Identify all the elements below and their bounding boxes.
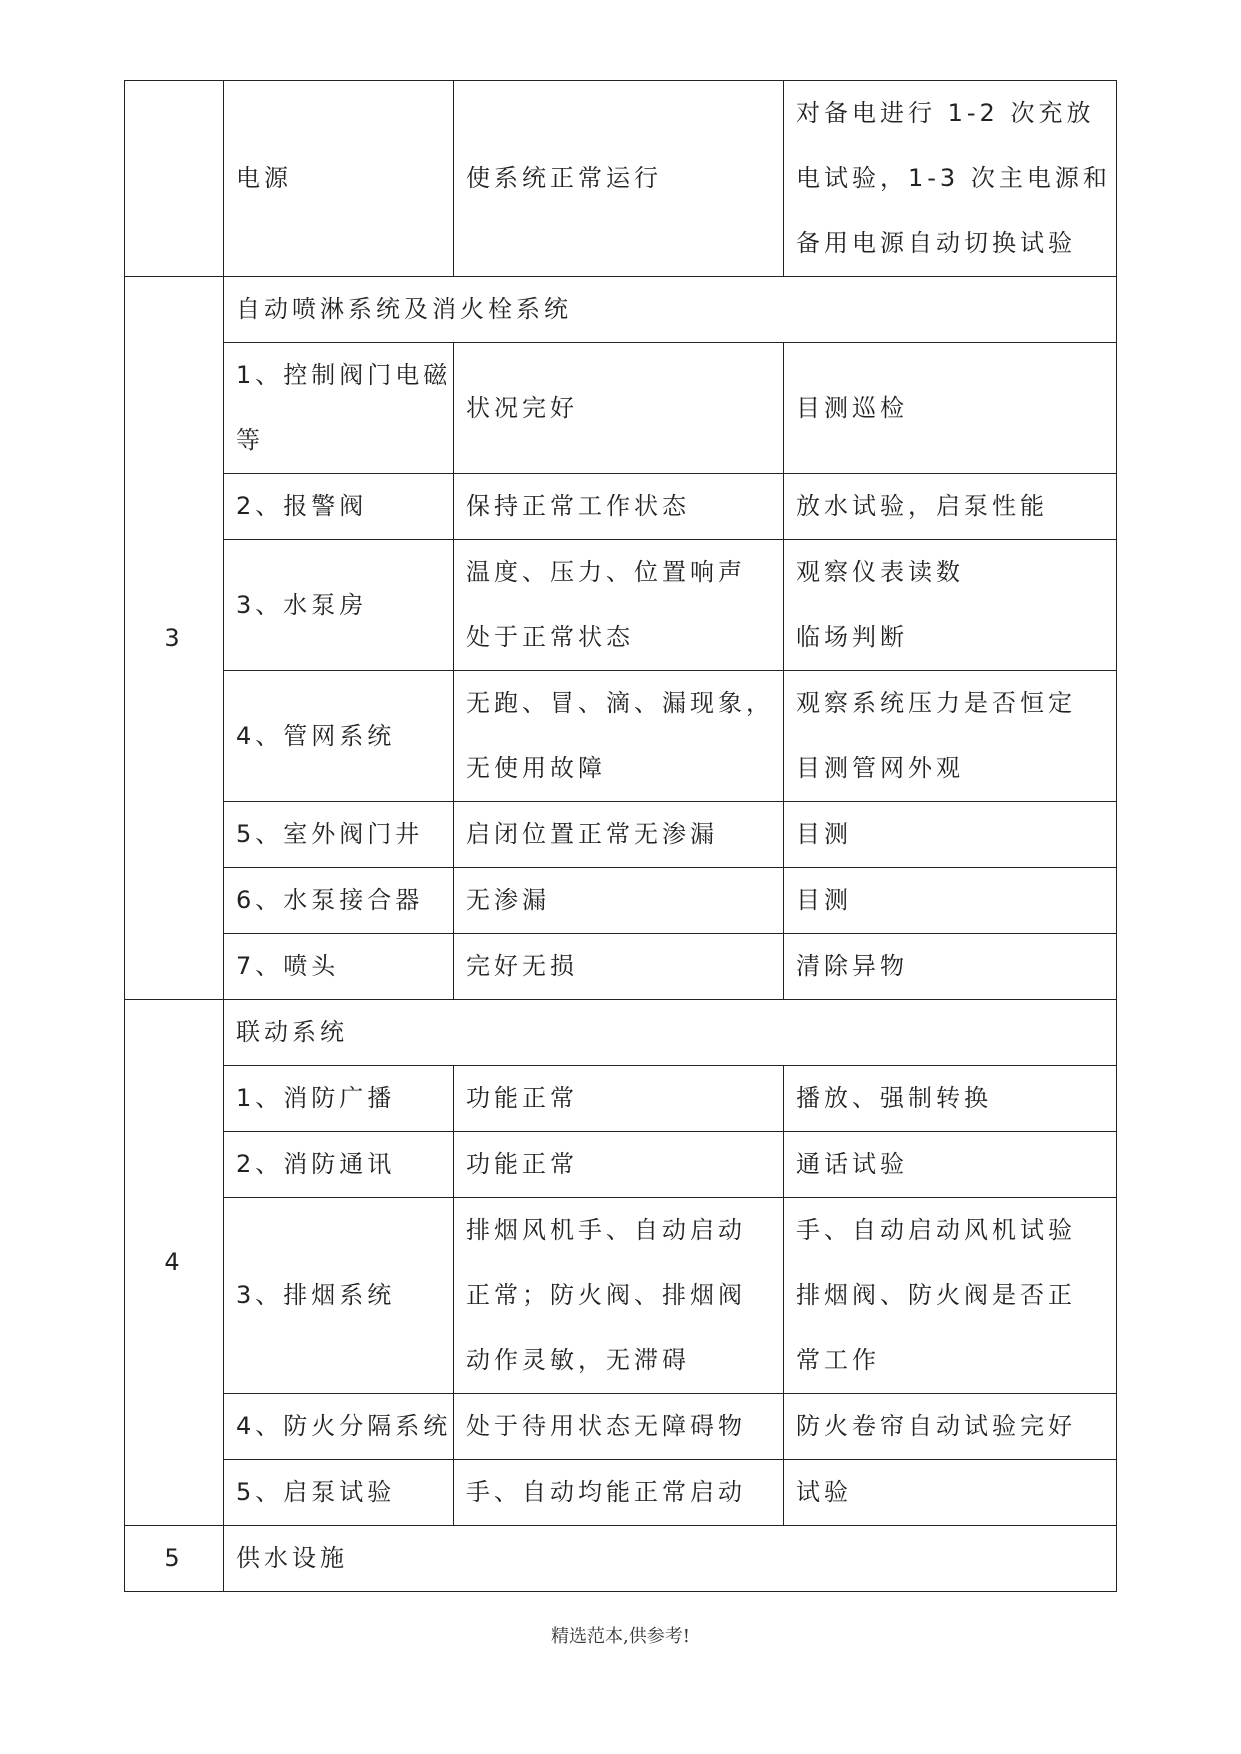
requirement-cell [454,1394,784,1460]
method-line: 观察仪表读数 [796,558,964,586]
row-number-cell [125,81,224,277]
requirement-cell [454,1198,784,1394]
section-title-cell: 供水设施 [224,1526,1117,1592]
method-cell [784,81,1117,277]
table-row [125,343,1117,474]
item-cell [224,1460,454,1526]
item-cell [224,1394,454,1460]
method-line: 目测 [796,820,852,848]
method-cell [784,802,1117,868]
method-cell [784,671,1117,802]
requirement-line: 排烟风机手、自动启动 [466,1216,746,1244]
requirement-line: 完好无损 [466,952,578,980]
requirement-line: 启闭位置正常无渗漏 [466,820,718,848]
item-line: 6、水泵接合器 [236,886,424,914]
requirement-cell [454,1066,784,1132]
requirement-line: 保持正常工作状态 [466,492,690,520]
item-line: 1、消防广播 [236,1084,396,1112]
method-line: 目测巡检 [796,393,908,422]
item-line: 等 [236,426,264,454]
item-line: 7、喷头 [236,952,340,980]
table-row [125,540,1117,671]
table-row [125,1066,1117,1132]
method-line: 常工作 [796,1346,880,1374]
item-cell [224,671,454,802]
section-number-cell: 3 [125,277,224,1000]
item-line: 3、排烟系统 [236,1281,396,1309]
requirement-line: 动作灵敏，无滞碍 [466,1346,690,1374]
requirement-cell [454,671,784,802]
page-footer: 精选范本,供参考! [551,1626,690,1647]
section-number-cell: 4 [125,1000,224,1526]
method-line: 观察系统压力是否恒定 [796,689,1076,717]
requirement-cell [454,343,784,474]
method-line: 排烟阀、防火阀是否正 [796,1281,1076,1309]
section-title-row [125,277,1117,343]
item-cell: 电源 [224,81,454,277]
table-row [125,1198,1117,1394]
section-title-cell: 联动系统 [224,1000,1117,1066]
section-number-cell: 5 [125,1526,224,1592]
method-cell [784,1066,1117,1132]
requirement-line: 无渗漏 [466,886,550,914]
requirement-line: 功能正常 [466,1150,578,1178]
item-line: 4、管网系统 [236,721,396,750]
item-cell [224,540,454,671]
method-line: 临场判断 [796,623,908,651]
method-cell [784,868,1117,934]
requirement-line: 无跑、冒、滴、漏现象， [466,689,774,717]
item-line: 5、启泵试验 [236,1478,396,1506]
requirement-line: 功能正常 [466,1084,578,1112]
table-row [125,934,1117,1000]
item-cell [224,343,454,474]
item-cell [224,934,454,1000]
item-cell [224,1198,454,1394]
method-line: 清除异物 [796,952,908,980]
table-row [125,1394,1117,1460]
section-title-cell: 自动喷淋系统及消火栓系统 [224,277,1117,343]
method-cell [784,934,1117,1000]
requirement-line: 温度、压力、位置响声 [466,558,746,586]
method-cell [784,1460,1117,1526]
method-line: 备用电源自动切换试验 [796,229,1076,257]
requirement-cell [454,802,784,868]
method-cell [784,1394,1117,1460]
method-line: 试验 [796,1478,852,1506]
requirement-cell [454,934,784,1000]
requirement-cell [454,1132,784,1198]
requirement-line: 处于待用状态无障碍物 [466,1412,746,1440]
item-cell [224,1066,454,1132]
method-cell [784,343,1117,474]
method-line: 目测管网外观 [796,754,964,782]
method-line: 通话试验 [796,1150,908,1178]
method-cell [784,474,1117,540]
inspection-table-body [125,81,1117,1592]
method-line: 防火卷帘自动试验完好 [796,1412,1076,1440]
item-line: 1、控制阀门电磁 [236,361,452,389]
requirement-line: 无使用故障 [466,754,606,782]
table-row [125,1460,1117,1526]
requirement-cell: 使系统正常运行 [454,81,784,277]
inspection-table [124,80,1117,1592]
table-row-power [125,81,1117,277]
requirement-cell [454,1460,784,1526]
method-line: 电试验，1-3 次主电源和 [796,164,1111,192]
table-row [125,1132,1117,1198]
method-line: 对备电进行 1-2 次充放 [796,99,1095,127]
requirement-line: 手、自动均能正常启动 [466,1478,746,1506]
method-line: 放水试验，启泵性能 [796,492,1048,520]
method-cell [784,540,1117,671]
requirement-line: 处于正常状态 [466,623,634,651]
item-cell [224,802,454,868]
requirement-cell [454,474,784,540]
table-row [125,868,1117,934]
requirement-cell [454,540,784,671]
method-cell [784,1198,1117,1394]
method-line: 手、自动启动风机试验 [796,1216,1076,1244]
item-line: 5、室外阀门井 [236,820,424,848]
item-line: 2、消防通讯 [236,1150,396,1178]
item-cell [224,1132,454,1198]
section-title-row [125,1000,1117,1066]
requirement-line: 状况完好 [466,393,578,422]
table-row [125,474,1117,540]
method-line: 播放、强制转换 [796,1084,992,1112]
item-line: 4、防火分隔系统 [236,1412,452,1440]
section-title-row [125,1526,1117,1592]
item-cell [224,474,454,540]
requirement-line: 正常；防火阀、排烟阀 [466,1281,746,1309]
item-cell [224,868,454,934]
method-line: 目测 [796,886,852,914]
method-cell [784,1132,1117,1198]
table-row [125,802,1117,868]
item-line: 2、报警阀 [236,492,368,520]
table-row [125,671,1117,802]
requirement-cell [454,868,784,934]
item-line: 3、水泵房 [236,590,368,619]
